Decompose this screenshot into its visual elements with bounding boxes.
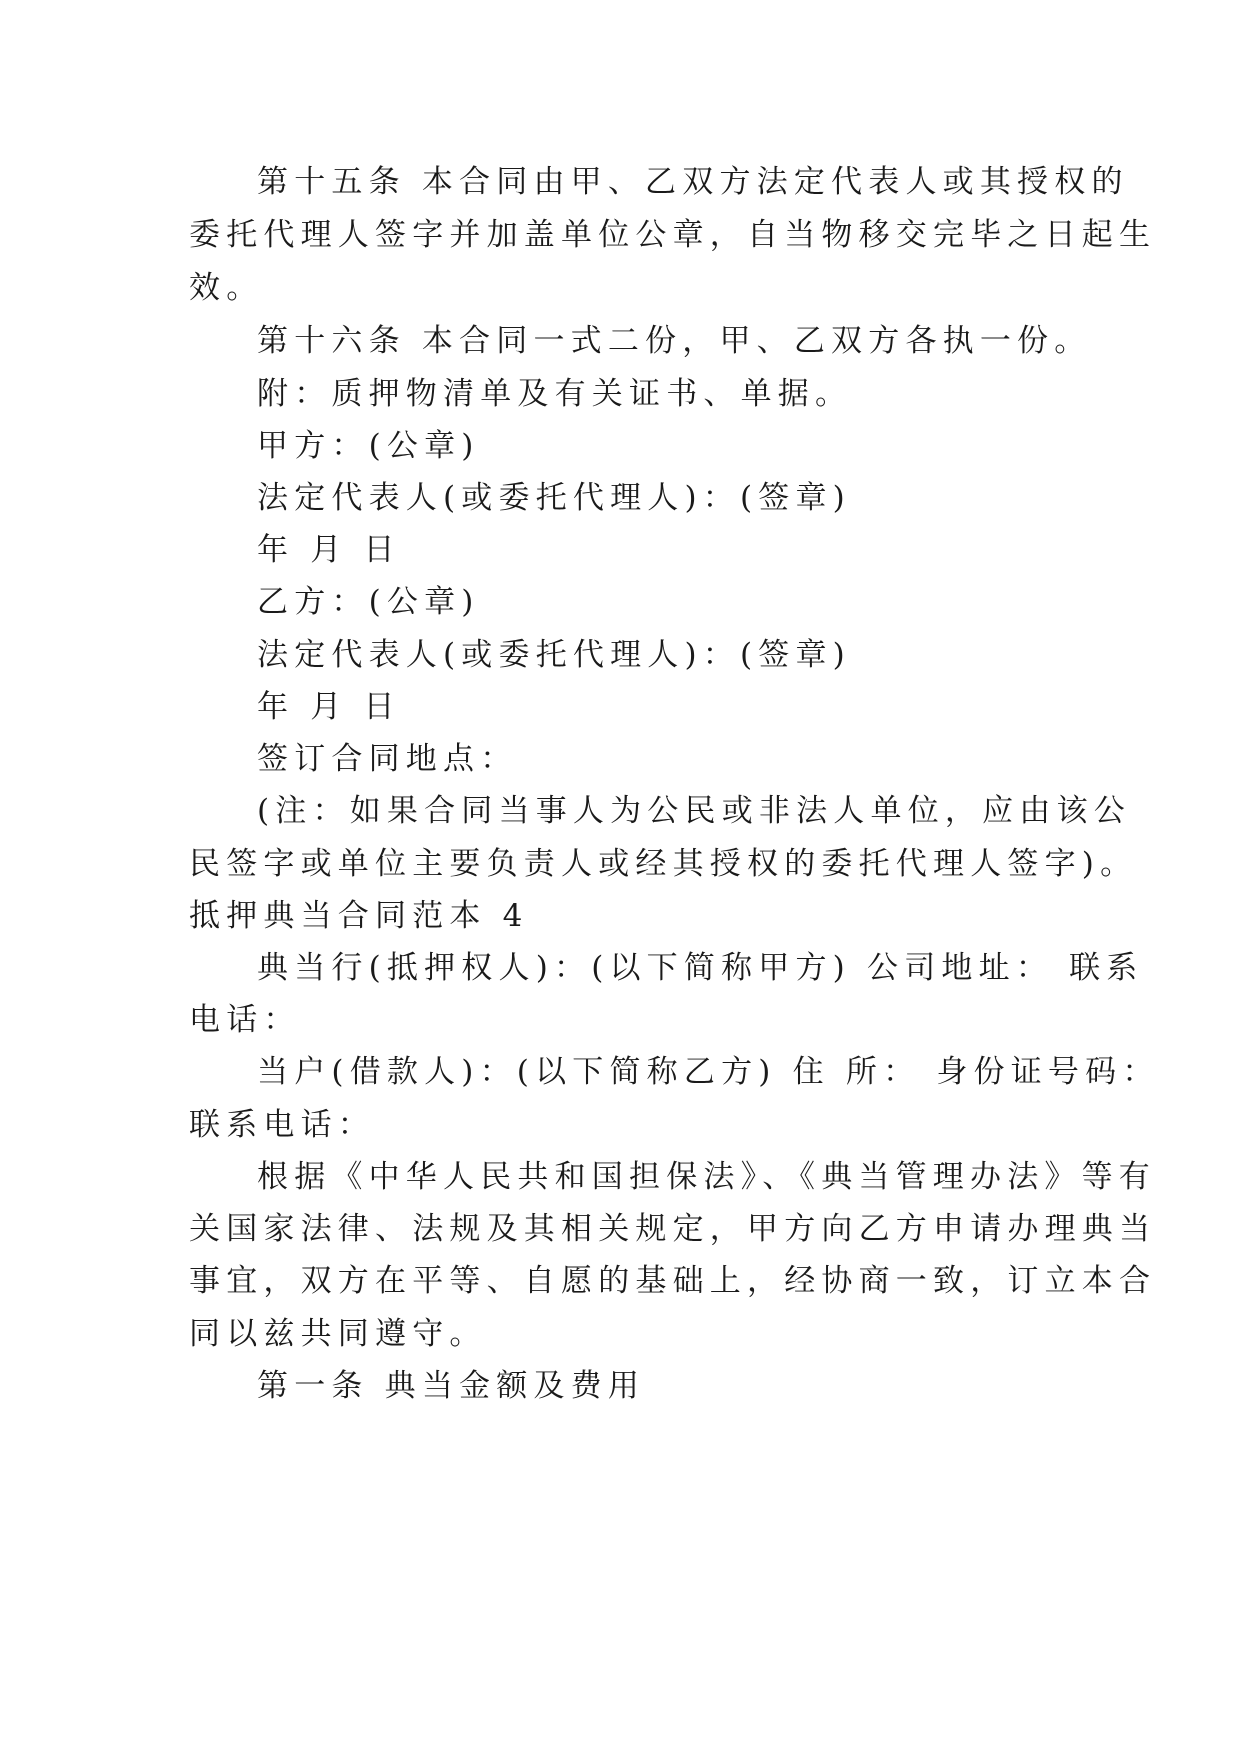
text-line: 甲方：(公章) — [257, 428, 480, 464]
text-line: 当户(借款人)：(以下简称乙方) 住 所： 身份证号码： — [257, 1054, 1160, 1090]
text-line: 第一条 典当金额及费用 — [257, 1368, 646, 1404]
text-line: 关国家法律、法规及其相关规定，甲方向乙方申请办理典当 — [189, 1211, 1157, 1247]
text-line: 附：质押物清单及有关证书、单据。 — [257, 376, 853, 412]
text-line: 第十五条 本合同由甲、乙双方法定代表人或其授权的 — [257, 164, 1129, 200]
text-line: 第十六条 本合同一式二份，甲、乙双方各执一份。 — [257, 323, 1092, 359]
text-line: 签订合同地点： — [257, 741, 518, 777]
text-line: (注：如果合同当事人为公民或非法人单位，应由该公 — [257, 793, 1131, 829]
text-line: 同以兹共同遵守。 — [189, 1316, 487, 1352]
text-line: 联系电话： — [189, 1107, 375, 1143]
text-line: 委托代理人签字并加盖单位公章，自当物移交完毕之日起生 — [189, 217, 1157, 253]
text-line: 法定代表人(或委托代理人)：(签章) — [257, 480, 851, 516]
section-title: 抵押典当合同范本 4 — [189, 898, 529, 934]
text-line: 年 月 日 — [257, 532, 401, 568]
text-line: 乙方：(公章) — [257, 584, 480, 620]
text-line: 典当行(抵押权人)：(以下简称甲方) 公司地址： 联系 — [257, 950, 1144, 986]
text-line: 年 月 日 — [257, 689, 401, 725]
text-line: 电话： — [189, 1002, 301, 1038]
text-line: 民签字或单位主要负责人或经其授权的委托代理人签字)。 — [189, 846, 1138, 882]
text-line: 根据《中华人民共和国担保法》、《典当管理办法》等有 — [257, 1159, 1156, 1195]
text-line: 效。 — [189, 270, 264, 306]
text-line: 事宜，双方在平等、自愿的基础上，经协商一致，订立本合 — [189, 1263, 1157, 1299]
text-line: 法定代表人(或委托代理人)：(签章) — [257, 637, 851, 673]
